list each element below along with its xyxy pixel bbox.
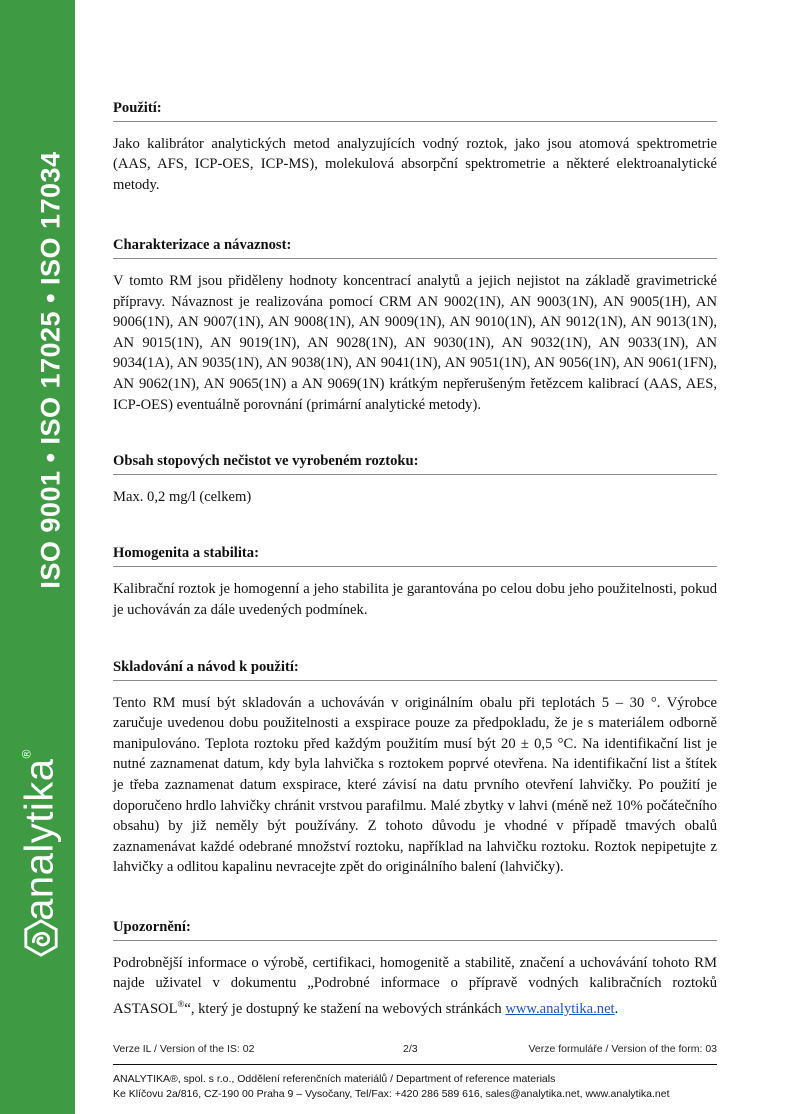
- footer-divider: [113, 1064, 717, 1065]
- company-line-2: Ke Klíčovu 2a/816, CZ-190 00 Praha 9 – Vysočany, Tel/Fax: +420 286 589 616, sales@analytika.net, www.analytika.net: [113, 1088, 670, 1100]
- astasol-registered-mark: ®: [177, 998, 185, 1009]
- section-title: Skladování a návod k použití:: [113, 657, 717, 681]
- section-title: Upozornění:: [113, 917, 717, 941]
- notice-text-end: .: [614, 1000, 619, 1017]
- analytika-logo-icon: [22, 919, 60, 957]
- notice-text-start: Podrobnější informace o výrobě, certifikaci, homogenitě a stabilitě, značení a uchovávání tohoto RM najde uživatel v dokumentu „Podrobné informace o přípravě vodných kalibračních roztoků ASTASOL: [113, 954, 717, 1017]
- section-title: Homogenita a stabilita:: [113, 543, 717, 567]
- logo-wordmark: analytika: [17, 758, 62, 921]
- section-text: Jako kalibrátor analytických metod analyzujících vodný roztok, jako jsou atomová spektrometrie (AAS, AFS, ICP-OES, ICP-MS), molekulová absorpční spektrometrie a některé elektroanalytické metody.: [113, 135, 717, 193]
- footer-is-version: Verze IL / Version of the IS: 02: [113, 1043, 255, 1055]
- iso-certification-text: ISO 9001 • ISO 17025 • ISO 17034: [35, 151, 66, 589]
- section-trace-impurities: [113, 451, 717, 507]
- section-text: Max. 0,2 mg/l (celkem): [113, 488, 252, 505]
- footer-page-number: 2/3: [403, 1043, 418, 1055]
- logo-registered-mark: ®: [19, 749, 34, 759]
- section-text: Tento RM musí být skladován a uchováván v originálním obalu při teplotách 5 – 30 °. Výrobce zaručuje uvedenou dobu použitelnosti a exspirace pouze za předpokladu, že je s materiálem odborně manipulováno. Teplota roztoku před každým použitím musí být 20 ± 0,5 °C. Na identifikační list je nutné zaznamenat datum, kdy byla lahvička s roztokem poprvé otevřena. Na identifikační list a štítek je třeba zaznamenat datum exspirace, které závisí na datu prvního otevření lahvičky. Po použití je doporučeno hrdlo lahvičky chránit vrstvou parafilmu. Malé zbytky v lahvi (méně než 10% počátečního obsahu) by již neměly být používány. Z tohoto důvodu je vhodné v případě tmavých obalů zaznamenávat každé odebrané množství roztoku, například na lahvičku roztoku. Roztok nepipetujte z lahvičky a odlitou kapalinu nevracejte zpět do originálního balení (lahvičky).: [113, 694, 717, 876]
- footer-company-info: [113, 1072, 733, 1102]
- section-usage: [113, 98, 717, 195]
- green-sidebar: [0, 0, 75, 1114]
- section-text: Kalibrační roztok je homogenní a jeho stabilita je garantována po celou dobu jeho použitelnosti, pokud je uchováván za dále uvedených podmínek.: [113, 580, 717, 618]
- section-text: [113, 953, 717, 1020]
- section-title: Použití:: [113, 98, 717, 122]
- notice-text-middle: “, který je dostupný ke stažení na webových stránkách: [184, 1000, 506, 1017]
- section-notice: [113, 917, 717, 1019]
- section-title: Charakterizace a návaznost:: [113, 235, 717, 259]
- section-storage: [113, 657, 717, 878]
- section-characterization: [113, 235, 717, 415]
- analytika-website-link[interactable]: www.analytika.net: [505, 1000, 615, 1017]
- company-line-1: ANALYTIKA®, spol. s r.o., Oddělení referenčních materiálů / Department of reference materials: [113, 1073, 556, 1085]
- section-text: V tomto RM jsou přiděleny hodnoty koncentrací analytů a jejich nejistot na základě gravimetrické přípravy. Návaznost je realizována pomocí CRM AN 9002(1N), AN 9003(1N), AN 9005(1H), AN 9006(1N), AN 9007(1N), AN 9008(1N), AN 9009(1N), AN 9010(1N), AN 9012(1N), AN 9013(1N), AN 9015(1N), AN 9019(1N), AN 9028(1N), AN 9030(1N), AN 9032(1N), AN 9033(1N), AN 9034(1A), AN 9035(1N), AN 9038(1N), AN 9041(1N), AN 9051(1N), AN 9056(1N), AN 9061(1FN), AN 9062(1N), AN 9065(1N) a AN 9069(1N) krátkým nepřerušeným řetězcem kalibrací (AAS, AES, ICP-OES) eventuálně porovnání (primární analytické metody).: [113, 272, 717, 413]
- section-homogeneity: [113, 543, 717, 620]
- document-body: [113, 98, 717, 1019]
- analytika-logo-text: [18, 749, 63, 921]
- footer-form-version: Verze formuláře / Version of the form: 03: [528, 1043, 717, 1055]
- section-title: Obsah stopových nečistot ve vyrobeném roztoku:: [113, 451, 717, 475]
